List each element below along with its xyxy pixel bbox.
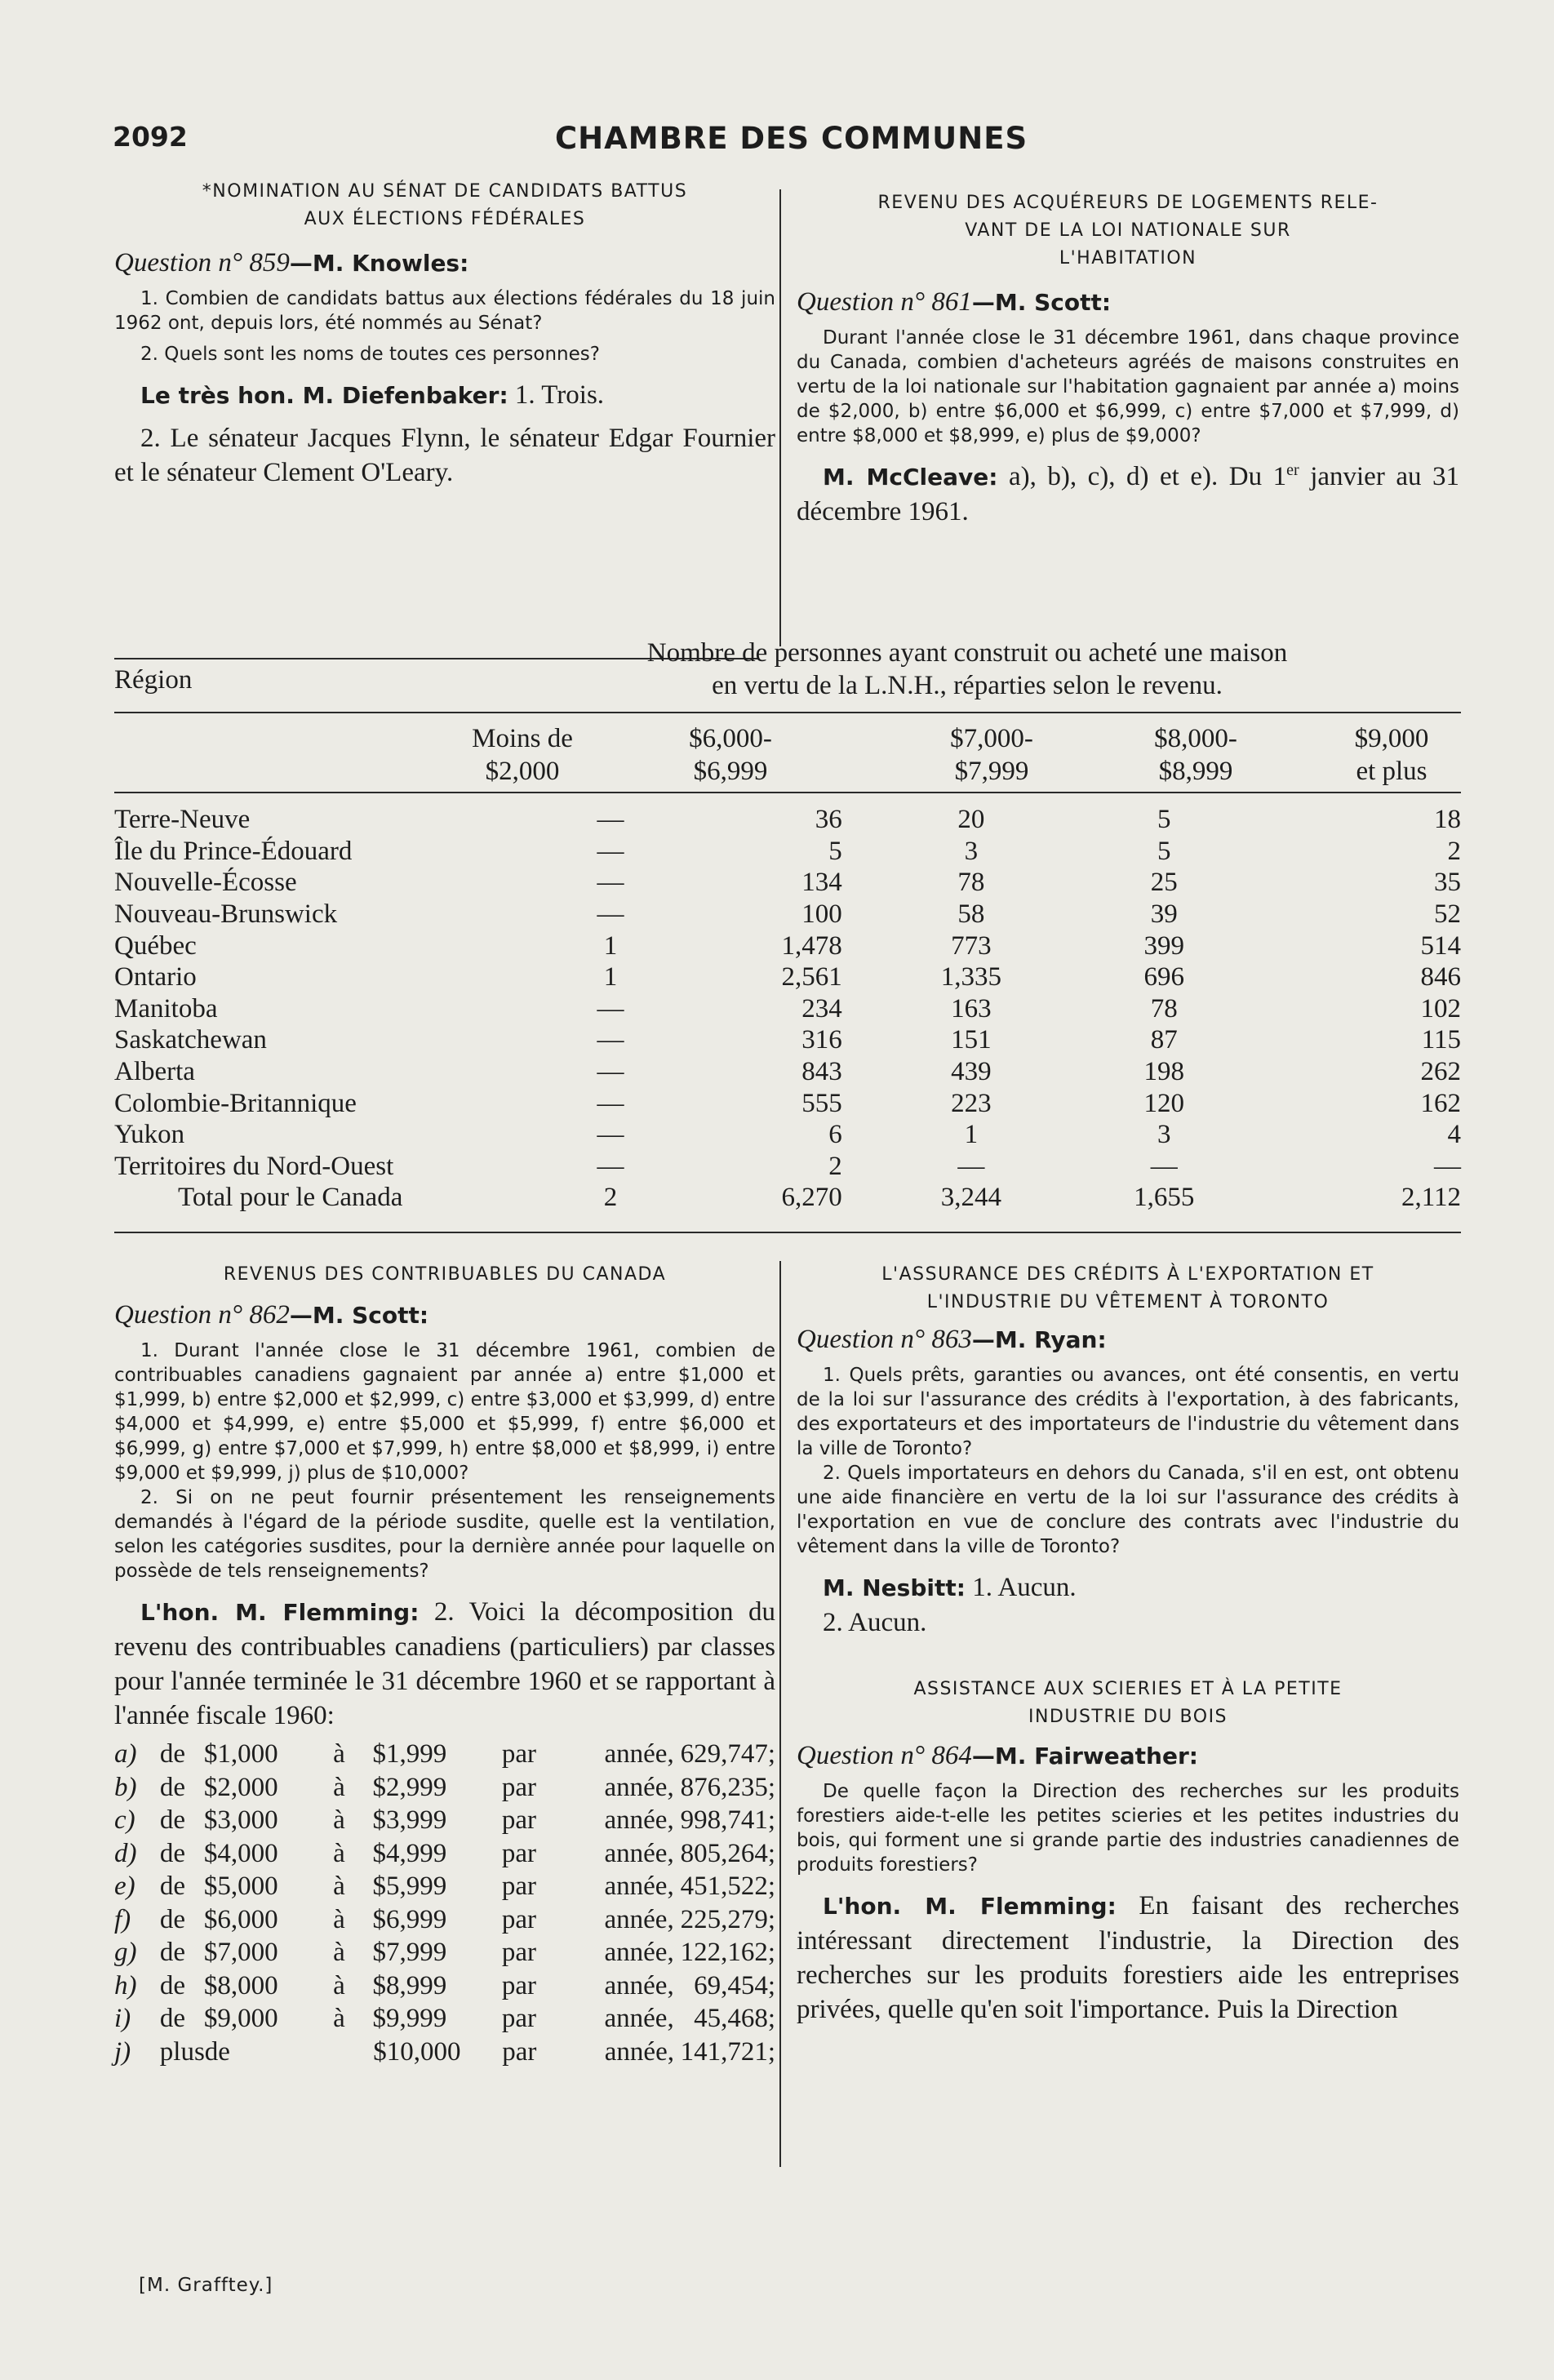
region-cell: Manitoba bbox=[114, 993, 218, 1023]
answer-1: M. Nesbitt: 1. Aucun. bbox=[823, 1573, 1077, 1602]
value-cell: 234 bbox=[801, 993, 842, 1023]
income-value: 998,741; bbox=[680, 1805, 775, 1835]
value-cell: 5 bbox=[1157, 836, 1171, 866]
value-cell: — bbox=[597, 1057, 624, 1087]
region-cell: Île du Prince-Édouard bbox=[114, 836, 353, 866]
income-from: $8,000 bbox=[203, 1970, 278, 2000]
value-cell: 35 bbox=[1434, 868, 1461, 898]
income-par: par bbox=[501, 1938, 536, 1967]
column-header: $6,000- $6,999 bbox=[689, 724, 772, 786]
answer: L'hon. M. Flemming: 2. Voici la décomposition du revenu des contribuables canadiens (particuliers) par classes pour l'année terminée le 31 décembre 1960 et se rapportant à l'année fiscale 1960: bbox=[114, 1597, 775, 1730]
value-cell: 1 bbox=[964, 1120, 979, 1150]
question-text-1: 1. Combien de candidats battus aux élections fédérales du 18 juin 1962 ont, depuis lors, été nommés au Sénat? bbox=[114, 288, 775, 334]
income-table bbox=[114, 804, 1461, 1214]
value-cell: — bbox=[1150, 1151, 1178, 1181]
section-housing-income bbox=[797, 189, 1459, 529]
value-cell: 58 bbox=[957, 899, 985, 930]
income-from: $9,000 bbox=[203, 2004, 278, 2033]
column-divider bbox=[779, 1261, 781, 2167]
income-a bbox=[334, 2036, 373, 2069]
income-de: de bbox=[159, 2004, 186, 2033]
section-heading: REVENU DES ACQUÉREURS DE LOGEMENTS RELE- VANT DE LA LOI NATIONALE SUR L'HABITATION bbox=[877, 193, 1379, 269]
income-from: $4,000 bbox=[203, 1838, 278, 1868]
income-value: 225,279; bbox=[680, 1904, 775, 1934]
question-line: Question n° 859—M. Knowles: bbox=[114, 248, 469, 278]
income-to: $8,999 bbox=[372, 1970, 447, 2000]
income-from: $1,000 bbox=[203, 1739, 278, 1769]
question-line: Question n° 864—M. Fairweather: bbox=[797, 1741, 1198, 1770]
table-region-header: Région bbox=[114, 665, 193, 695]
income-list bbox=[114, 1738, 775, 2068]
region-cell: Nouvelle-Écosse bbox=[114, 868, 297, 898]
income-par: par bbox=[501, 1970, 536, 2000]
table-rule-header bbox=[114, 792, 1461, 793]
value-cell: 5 bbox=[1157, 805, 1171, 835]
answer-3: L'hon. M. Flemming: En faisant des recherches intéressant directement l'industrie, la Direction des recherches sur les produits forestiers aide les entreprises privées, quelle qu'en soit l'importance. Puis la Direction bbox=[797, 1891, 1459, 2024]
income-value: 629,747; bbox=[680, 1739, 775, 1769]
section-heading: REVENUS DES CONTRIBUABLES DU CANADA bbox=[223, 1264, 667, 1285]
value-cell: — bbox=[957, 1151, 985, 1181]
column-header: $9,000 et plus bbox=[1354, 724, 1429, 786]
table-rule-top bbox=[114, 712, 1461, 713]
section-heading-sawmills: ASSISTANCE AUX SCIERIES ET À LA PETITE INDUSTRIE DU BOIS bbox=[913, 1679, 1343, 1727]
income-value: 45,468; bbox=[694, 2004, 775, 2033]
income-value: 876,235; bbox=[680, 1772, 775, 1802]
table-row bbox=[114, 867, 1461, 899]
page-number: 2092 bbox=[113, 121, 188, 153]
income-from: de bbox=[204, 2036, 230, 2067]
value-cell: 223 bbox=[951, 1088, 992, 1118]
income-letter: e) bbox=[114, 1872, 135, 1901]
region-cell: Québec bbox=[114, 930, 197, 961]
question-text-2: 2. Quels importateurs en dehors du Canada, s'il en est, ont obtenu une aide financière en vertu de la loi sur l'assurance des crédits à l'exportation en vue de conclure des contrats avec l'industrie du vêtement dans la ville de Toronto? bbox=[797, 1463, 1459, 1557]
question-text-3: De quelle façon la Direction des recherches sur les produits forestiers aide-t-elle les petites scieries et les petites industries du bois, qui forment une si grande partie des industries canadiennes de produits forestiers? bbox=[797, 1781, 1459, 1876]
section-taxpayers-income bbox=[114, 1261, 775, 2068]
income-letter: j) bbox=[114, 2036, 131, 2067]
value-cell: 120 bbox=[1143, 1088, 1184, 1118]
value-cell: 3 bbox=[1157, 1120, 1171, 1150]
value-cell: 78 bbox=[1150, 993, 1178, 1023]
value-cell: 1 bbox=[603, 930, 618, 961]
income-de: de bbox=[159, 1838, 186, 1868]
value-cell: 2 bbox=[603, 1183, 618, 1213]
value-cell: 316 bbox=[801, 1025, 842, 1055]
value-cell: 399 bbox=[1143, 930, 1184, 961]
income-par: par bbox=[501, 1805, 536, 1835]
income-annee: année, bbox=[604, 1938, 674, 1967]
value-cell: 773 bbox=[951, 930, 992, 961]
income-a: à bbox=[333, 1872, 345, 1901]
income-row bbox=[114, 1870, 775, 1903]
income-de: de bbox=[159, 1805, 186, 1835]
value-cell: 514 bbox=[1420, 930, 1461, 961]
value-cell: 2,561 bbox=[781, 962, 842, 992]
value-cell: 20 bbox=[957, 805, 985, 835]
income-annee: année, bbox=[604, 1772, 674, 1802]
region-cell: Nouveau-Brunswick bbox=[114, 899, 338, 930]
income-par: par bbox=[501, 1739, 536, 1769]
table-row bbox=[114, 993, 1461, 1025]
income-a: à bbox=[333, 1838, 345, 1868]
income-to: $5,999 bbox=[372, 1872, 447, 1901]
table-row bbox=[114, 1087, 1461, 1119]
value-cell: — bbox=[597, 1088, 624, 1118]
value-cell: 2 bbox=[828, 1151, 842, 1181]
income-letter: c) bbox=[114, 1805, 135, 1835]
income-letter: b) bbox=[114, 1772, 137, 1802]
answer-2: 2. Le sénateur Jacques Flynn, le sénateur Edgar Fournier et le sénateur Clement O'Leary. bbox=[114, 424, 775, 487]
income-annee: année, bbox=[604, 1872, 674, 1901]
value-cell: 4 bbox=[1447, 1120, 1461, 1150]
income-from: $7,000 bbox=[203, 1938, 278, 1967]
income-a: à bbox=[333, 1970, 345, 2000]
income-par: par bbox=[502, 2036, 537, 2067]
value-cell: 36 bbox=[815, 805, 842, 835]
income-letter: g) bbox=[114, 1938, 137, 1967]
value-cell: — bbox=[597, 805, 624, 835]
table-row bbox=[114, 1151, 1461, 1183]
region-cell: Colombie-Britannique bbox=[114, 1088, 357, 1118]
value-cell: — bbox=[1434, 1151, 1461, 1181]
income-letter: a) bbox=[114, 1739, 137, 1769]
income-par: par bbox=[501, 1772, 536, 1802]
income-annee: année, bbox=[604, 2004, 674, 2033]
value-cell: 2 bbox=[1447, 836, 1461, 866]
region-cell: Terre-Neuve bbox=[114, 805, 251, 835]
income-value: 122,162; bbox=[680, 1938, 775, 1967]
value-cell: 6,270 bbox=[781, 1183, 842, 1213]
value-cell: 102 bbox=[1420, 993, 1461, 1023]
value-cell: — bbox=[597, 868, 624, 898]
value-cell: 439 bbox=[951, 1057, 992, 1087]
table-rule-bottom bbox=[114, 1232, 1461, 1233]
section-heading: *NOMINATION AU SÉNAT DE CANDIDATS BATTUS AUX ÉLECTIONS FÉDÉRALES bbox=[202, 181, 688, 229]
question-line: Question n° 861—M. Scott: bbox=[797, 287, 1112, 317]
answer-2: 2. Aucun. bbox=[823, 1608, 927, 1637]
income-de: de bbox=[159, 1904, 186, 1934]
income-from: $3,000 bbox=[203, 1805, 278, 1835]
table-row bbox=[114, 961, 1461, 993]
income-a: à bbox=[333, 2004, 345, 2033]
income-row bbox=[114, 1804, 775, 1837]
income-to: $1,999 bbox=[372, 1739, 447, 1769]
income-to: $4,999 bbox=[372, 1838, 447, 1868]
footer-speaker-note: [M. Grafftey.] bbox=[139, 2275, 273, 2296]
table-row bbox=[114, 930, 1461, 961]
table-row bbox=[114, 804, 1461, 836]
income-to: $10,000 bbox=[373, 2036, 461, 2067]
income-row bbox=[114, 1738, 775, 1771]
value-cell: 555 bbox=[801, 1088, 842, 1118]
income-par: par bbox=[501, 1838, 536, 1868]
question-line: Question n° 863—M. Ryan: bbox=[797, 1325, 1107, 1354]
value-cell: 115 bbox=[1421, 1025, 1461, 1055]
value-cell: 1,655 bbox=[1134, 1183, 1195, 1213]
value-cell: — bbox=[597, 1151, 624, 1181]
income-value: 69,454; bbox=[694, 1970, 775, 2000]
income-de: de bbox=[159, 1739, 186, 1769]
value-cell: 18 bbox=[1434, 805, 1461, 835]
income-row bbox=[114, 2036, 775, 2069]
question-text-1: 1. Quels prêts, garanties ou avances, ont été consentis, en vertu de la loi sur l'assurance des crédits à l'exportation, à des fabricants, des exportateurs et des importateurs de l'industrie du vêtement dans la ville de Toronto? bbox=[797, 1365, 1459, 1459]
income-letter: d) bbox=[114, 1838, 137, 1868]
income-row bbox=[114, 2002, 775, 2036]
income-a: à bbox=[333, 1904, 345, 1934]
column-header: $8,000- $8,999 bbox=[1154, 724, 1237, 786]
region-cell: Alberta bbox=[114, 1057, 195, 1087]
table-row bbox=[114, 836, 1461, 868]
income-to: $9,999 bbox=[372, 2004, 447, 2033]
income-de: de bbox=[159, 1938, 186, 1967]
answer-1: Le très hon. M. Diefenbaker: 1. Trois. bbox=[140, 380, 605, 410]
value-cell: 6 bbox=[828, 1120, 842, 1150]
answer: M. McCleave: a), b), c), d) et e). Du 1er janvier au 31 décembre 1961. bbox=[797, 461, 1459, 526]
table-row bbox=[114, 1119, 1461, 1151]
income-from: $2,000 bbox=[203, 1772, 278, 1802]
value-cell: — bbox=[597, 1120, 624, 1150]
income-annee: année, bbox=[604, 1739, 674, 1769]
income-letter: f) bbox=[114, 1904, 131, 1934]
income-row bbox=[114, 1903, 775, 1937]
income-row bbox=[114, 1837, 775, 1871]
value-cell: 134 bbox=[801, 868, 842, 898]
income-from: $5,000 bbox=[203, 1872, 278, 1901]
income-to: $6,999 bbox=[372, 1904, 447, 1934]
region-cell: Territoires du Nord-Ouest bbox=[114, 1151, 394, 1181]
income-row bbox=[114, 1771, 775, 1805]
section-heading: L'ASSURANCE DES CRÉDITS À L'EXPORTATION ET L'INDUSTRIE DU VÊTEMENT À TORONTO bbox=[881, 1264, 1374, 1312]
income-de: de bbox=[159, 1772, 186, 1802]
value-cell: 100 bbox=[801, 899, 842, 930]
question-text: Durant l'année close le 31 décembre 1961, dans chaque province du Canada, combien d'acheteurs agréés de maisons construites en vertu de la loi nationale sur l'habitation gagnaient par année a) moins de $2,000, b) entre $6,000 et $6,999, c) entre $7,000 et $7,999, d) entre $8,000 et $8,999, e) plus de $9,000? bbox=[797, 327, 1459, 446]
value-cell: 262 bbox=[1420, 1057, 1461, 1087]
income-value: 141,721; bbox=[680, 2036, 775, 2067]
income-de: plus bbox=[159, 2036, 205, 2067]
table-row bbox=[114, 899, 1461, 930]
income-a: à bbox=[333, 1805, 345, 1835]
income-row bbox=[114, 1969, 775, 2003]
value-cell: — bbox=[597, 899, 624, 930]
region-cell: Yukon bbox=[114, 1120, 185, 1150]
table-row bbox=[114, 1024, 1461, 1056]
income-annee: année, bbox=[604, 1805, 674, 1835]
income-to: $3,999 bbox=[372, 1805, 447, 1835]
income-de: de bbox=[159, 1872, 186, 1901]
value-cell: 151 bbox=[951, 1025, 992, 1055]
income-value: 805,264; bbox=[680, 1838, 775, 1868]
value-cell: 162 bbox=[1420, 1088, 1461, 1118]
question-text-2: 2. Quels sont les noms de toutes ces personnes? bbox=[140, 344, 600, 365]
income-annee: année, bbox=[604, 1970, 674, 2000]
income-to: $7,999 bbox=[372, 1938, 447, 1967]
question-line: Question n° 862—M. Scott: bbox=[114, 1300, 429, 1330]
income-annee: année, bbox=[604, 2036, 674, 2067]
income-a: à bbox=[333, 1772, 345, 1802]
income-letter: h) bbox=[114, 1970, 137, 2000]
income-par: par bbox=[501, 1904, 536, 1934]
value-cell: 2,112 bbox=[1401, 1183, 1461, 1213]
table-row bbox=[114, 1056, 1461, 1088]
value-cell: 25 bbox=[1150, 868, 1178, 898]
question-text-2: 2. Si on ne peut fournir présentement les renseignements demandés à l'égard de la période susdite, quelle est la ventilation, selon les catégories susdites, pour la dernière année pour laquelle on possède de tels renseignements? bbox=[114, 1487, 775, 1582]
page-title: CHAMBRE DES COMMUNES bbox=[555, 121, 1028, 156]
value-cell: 843 bbox=[801, 1057, 842, 1087]
region-cell: Ontario bbox=[114, 962, 197, 992]
value-cell: 1,478 bbox=[781, 930, 842, 961]
income-par: par bbox=[501, 1872, 536, 1901]
income-row bbox=[114, 1936, 775, 1969]
region-cell: Total pour le Canada bbox=[178, 1183, 403, 1213]
value-cell: 3,244 bbox=[940, 1183, 1002, 1213]
value-cell: 52 bbox=[1434, 899, 1461, 930]
section-export-credit bbox=[797, 1261, 1459, 2027]
question-text-1: 1. Durant l'année close le 31 décembre 1961, combien de contribuables canadiens gagnaient par année a) entre $1,000 et $1,999, b) entre $2,000 et $2,999, c) entre $3,000 et $3,999, d) entre $4,000 et $4,999, e) entre $5,000 et $5,999, f) entre $6,000 et $6,999, g) entre $7,000 et $7,999, h) entre $8,000 et $8,999, i) entre $9,000 et $9,999, j) plus de $10,000? bbox=[114, 1340, 775, 1484]
income-a: à bbox=[333, 1739, 345, 1769]
value-cell: 163 bbox=[951, 993, 992, 1023]
value-cell: 3 bbox=[964, 836, 979, 866]
value-cell: — bbox=[597, 1025, 624, 1055]
value-cell: 696 bbox=[1143, 962, 1184, 992]
income-annee: année, bbox=[604, 1838, 674, 1868]
income-a: à bbox=[333, 1938, 345, 1967]
column-header: $7,000- $7,999 bbox=[950, 724, 1033, 786]
income-to: $2,999 bbox=[372, 1772, 447, 1802]
column-divider bbox=[779, 189, 781, 646]
value-cell: — bbox=[597, 836, 624, 866]
column-header: Moins de $2,000 bbox=[472, 724, 573, 786]
table-description: Nombre de personnes ayant construit ou acheté une maison en vertu de la L.N.H., réparties selon le revenu. bbox=[646, 638, 1288, 700]
section-senate-nominations bbox=[114, 178, 775, 490]
income-value: 451,522; bbox=[680, 1872, 775, 1901]
income-de: de bbox=[159, 1970, 186, 2000]
value-cell: — bbox=[597, 993, 624, 1023]
value-cell: 39 bbox=[1150, 899, 1178, 930]
income-par: par bbox=[501, 2004, 536, 2033]
income-annee: année, bbox=[604, 1904, 674, 1934]
table-row bbox=[114, 1182, 1461, 1214]
value-cell: 87 bbox=[1150, 1025, 1178, 1055]
income-letter: i) bbox=[114, 2004, 131, 2033]
region-cell: Saskatchewan bbox=[114, 1025, 267, 1055]
value-cell: 78 bbox=[957, 868, 985, 898]
value-cell: 5 bbox=[828, 836, 842, 866]
income-from: $6,000 bbox=[203, 1904, 278, 1934]
value-cell: 198 bbox=[1143, 1057, 1184, 1087]
value-cell: 1,335 bbox=[940, 962, 1002, 992]
value-cell: 1 bbox=[603, 962, 618, 992]
value-cell: 846 bbox=[1420, 962, 1461, 992]
